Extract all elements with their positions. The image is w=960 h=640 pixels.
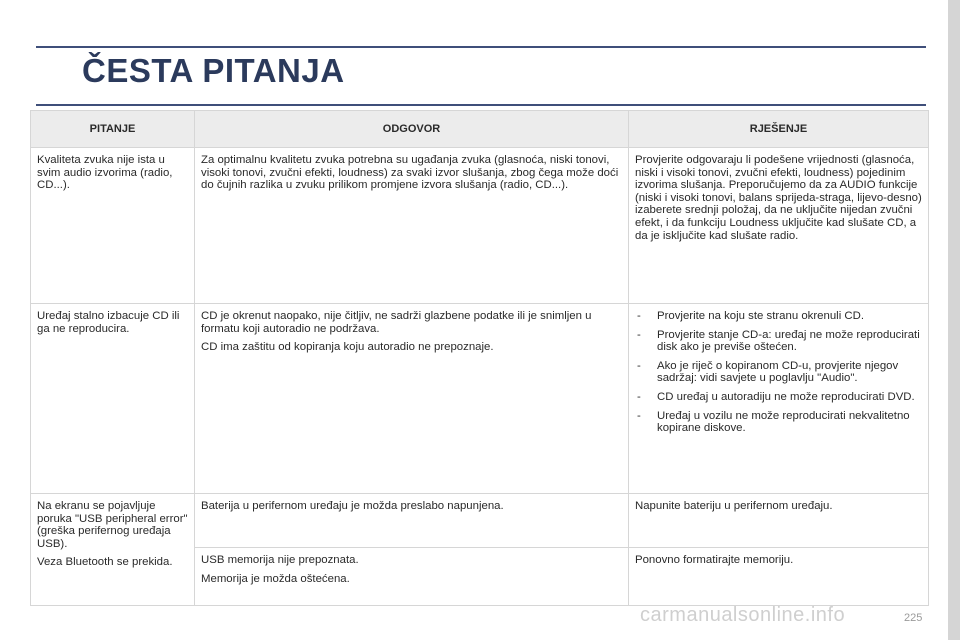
list-item: - Provjerite na koju ste stranu okrenuli CD. xyxy=(635,310,922,323)
faq-table xyxy=(30,110,929,606)
answer-text: Memorija je možda oštećena. xyxy=(201,572,350,585)
cell-answer xyxy=(195,148,629,304)
table-row xyxy=(31,148,929,304)
answer-text: CD je okrenut naopako, nije čitljiv, ne sadrži glazbene podatke ili je snimljen u formatu koji autoradio ne podržava. xyxy=(201,310,592,335)
cell-answer xyxy=(195,304,629,494)
page-edge-tab xyxy=(948,0,960,640)
cell-answer xyxy=(195,548,629,606)
table-row xyxy=(31,304,929,494)
answer-text: USB memorija nije prepoznata. xyxy=(201,554,359,566)
cell-question xyxy=(31,148,195,304)
table-row xyxy=(31,494,929,548)
table-header-row xyxy=(31,111,929,148)
question-text: Uređaj stalno izbacuje CD ili ga ne reproducira. xyxy=(37,310,180,335)
list-item: - Uređaj u vozilu ne može reproducirati nekvalitetno kopirane diskove. xyxy=(635,410,922,435)
cell-answer xyxy=(195,494,629,548)
question-text: Veza Bluetooth se prekida. xyxy=(37,556,173,569)
answer-text: CD ima zaštitu od kopiranja koju autoradio ne prepoznaje. xyxy=(201,341,494,354)
list-item: - Ako je riječ o kopiranom CD-u, provjerite njegov sadržaj: vidi savjete u poglavlju "Audio". xyxy=(635,360,922,385)
solution-list xyxy=(635,310,922,435)
watermark: carmanualsonline.info xyxy=(640,604,846,626)
list-item: - Provjerite stanje CD-a: uređaj ne može reproducirati disk ako je previše oštećen. xyxy=(635,329,922,354)
answer-text: Za optimalnu kvalitetu zvuka potrebna su ugađanja zvuka (glasnoća, niski tonovi, visoki tonovi, zvučni efekti, loudness) za svaki izvor slušanja, zbog čega može doći do čujnih razlika u zvuku prilikom promjene izvora slušanja (radio, CD...). xyxy=(201,154,619,192)
cell-solution xyxy=(629,548,929,606)
solution-text: Provjerite odgovaraju li podešene vrijednosti (glasnoća, niski i visoki tonovi, zvučni efekti, loudness) pojedinim izvorima slušanja. Preporučujemo da za AUDIO funkcije (niski i visoki tonovi, balans sprijeda-straga, lijevo-desno) izaberete srednji položaj, da ne uključite nijedan zvučni efekt, i da funkciju Loudness uključite kad slušate CD, a da je isključite kad slušate radio. xyxy=(635,154,922,242)
cell-solution xyxy=(629,148,929,304)
answer-text: Baterija u perifernom uređaju je možda preslabo napunjena. xyxy=(201,500,504,512)
header-solution: RJEŠENJE xyxy=(629,111,929,148)
cell-question xyxy=(31,494,195,606)
list-item: - CD uređaj u autoradiju ne može reproducirati DVD. xyxy=(635,391,922,404)
header-question: PITANJE xyxy=(31,111,195,148)
question-text: Kvaliteta zvuka nije ista u svim audio izvorima (radio, CD...). xyxy=(37,154,173,192)
cell-question xyxy=(31,304,195,494)
cell-solution xyxy=(629,304,929,494)
header-answer: ODGOVOR xyxy=(195,111,629,148)
page-title: ČESTA PITANJA xyxy=(82,52,345,89)
solution-text: Ponovno formatirajte memoriju. xyxy=(635,554,794,566)
solution-text: Napunite bateriju u perifernom uređaju. xyxy=(635,500,833,512)
cell-solution xyxy=(629,494,929,548)
question-text: Na ekranu se pojavljuje poruka "USB peripheral error" (greška perifernog uređaja USB). xyxy=(37,500,188,550)
page-number: 225 xyxy=(904,612,923,624)
